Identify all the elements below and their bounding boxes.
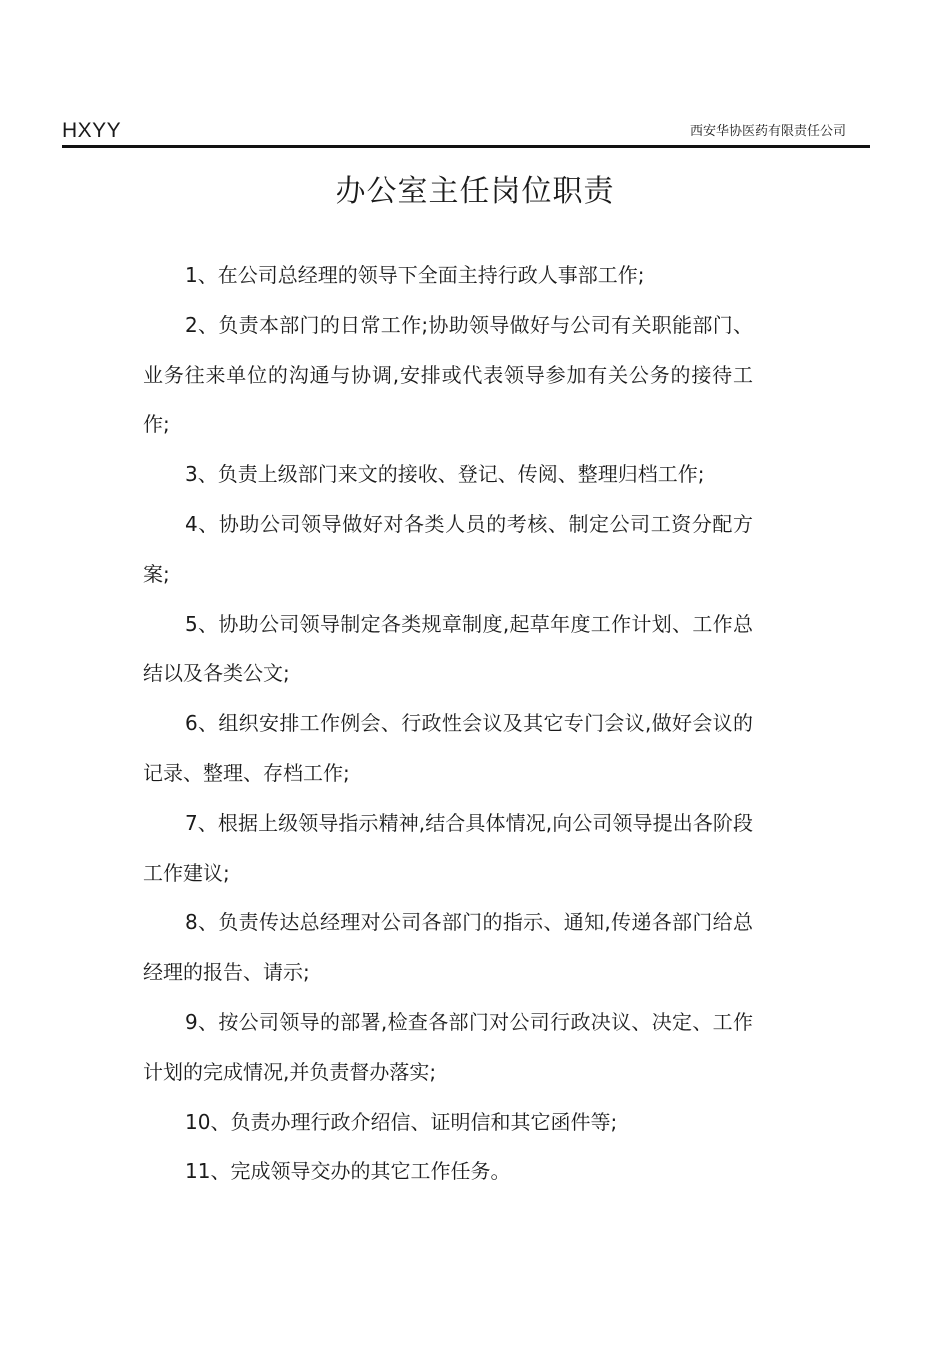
duty-item-2: 2、负责本部门的日常工作;协助领导做好与公司有关职能部门、业务往来单位的沟通与协调,安排或代表领导参加有关公务的接待工作; [143, 312, 753, 437]
header-code: HXYY [62, 119, 122, 142]
duty-item-6: 6、组织安排工作例会、行政性会议及其它专门会议,做好会议的记录、整理、存档工作; [143, 711, 753, 785]
duty-item-10: 10、负责办理行政介绍信、证明信和其它函件等; [185, 1109, 618, 1134]
duty-item-8: 8、负责传达总经理对公司各部门的指示、通知,传递各部门给总经理的报告、请示; [143, 910, 753, 985]
header-company-name: 西安华协医药有限责任公司 [689, 124, 846, 139]
duty-item-5: 5、协助公司领导制定各类规章制度,起草年度工作计划、工作总结以及各类公文; [143, 611, 753, 686]
header-divider [62, 145, 870, 148]
duty-item-1: 1、在公司总经理的领导下全面主持行政人事部工作; [185, 263, 645, 287]
duty-item-7: 7、根据上级领导指示精神,结合具体情况,向公司领导提出各阶段工作建议; [143, 810, 753, 885]
duty-item-11: 11、完成领导交办的其它工作任务。 [185, 1159, 511, 1184]
page-header [62, 118, 868, 146]
duties-list [143, 251, 753, 1197]
document-title: 办公室主任岗位职责 [335, 174, 615, 209]
duty-item-3: 3、负责上级部门来文的接收、登记、传阅、整理归档工作; [185, 462, 705, 487]
duty-item-4: 4、协助公司领导做好对各类人员的考核、制定公司工资分配方案; [143, 511, 753, 586]
duty-item-9: 9、按公司领导的部署,检查各部门对公司行政决议、决定、工作计划的完成情况,并负责督办落实; [143, 1009, 753, 1084]
